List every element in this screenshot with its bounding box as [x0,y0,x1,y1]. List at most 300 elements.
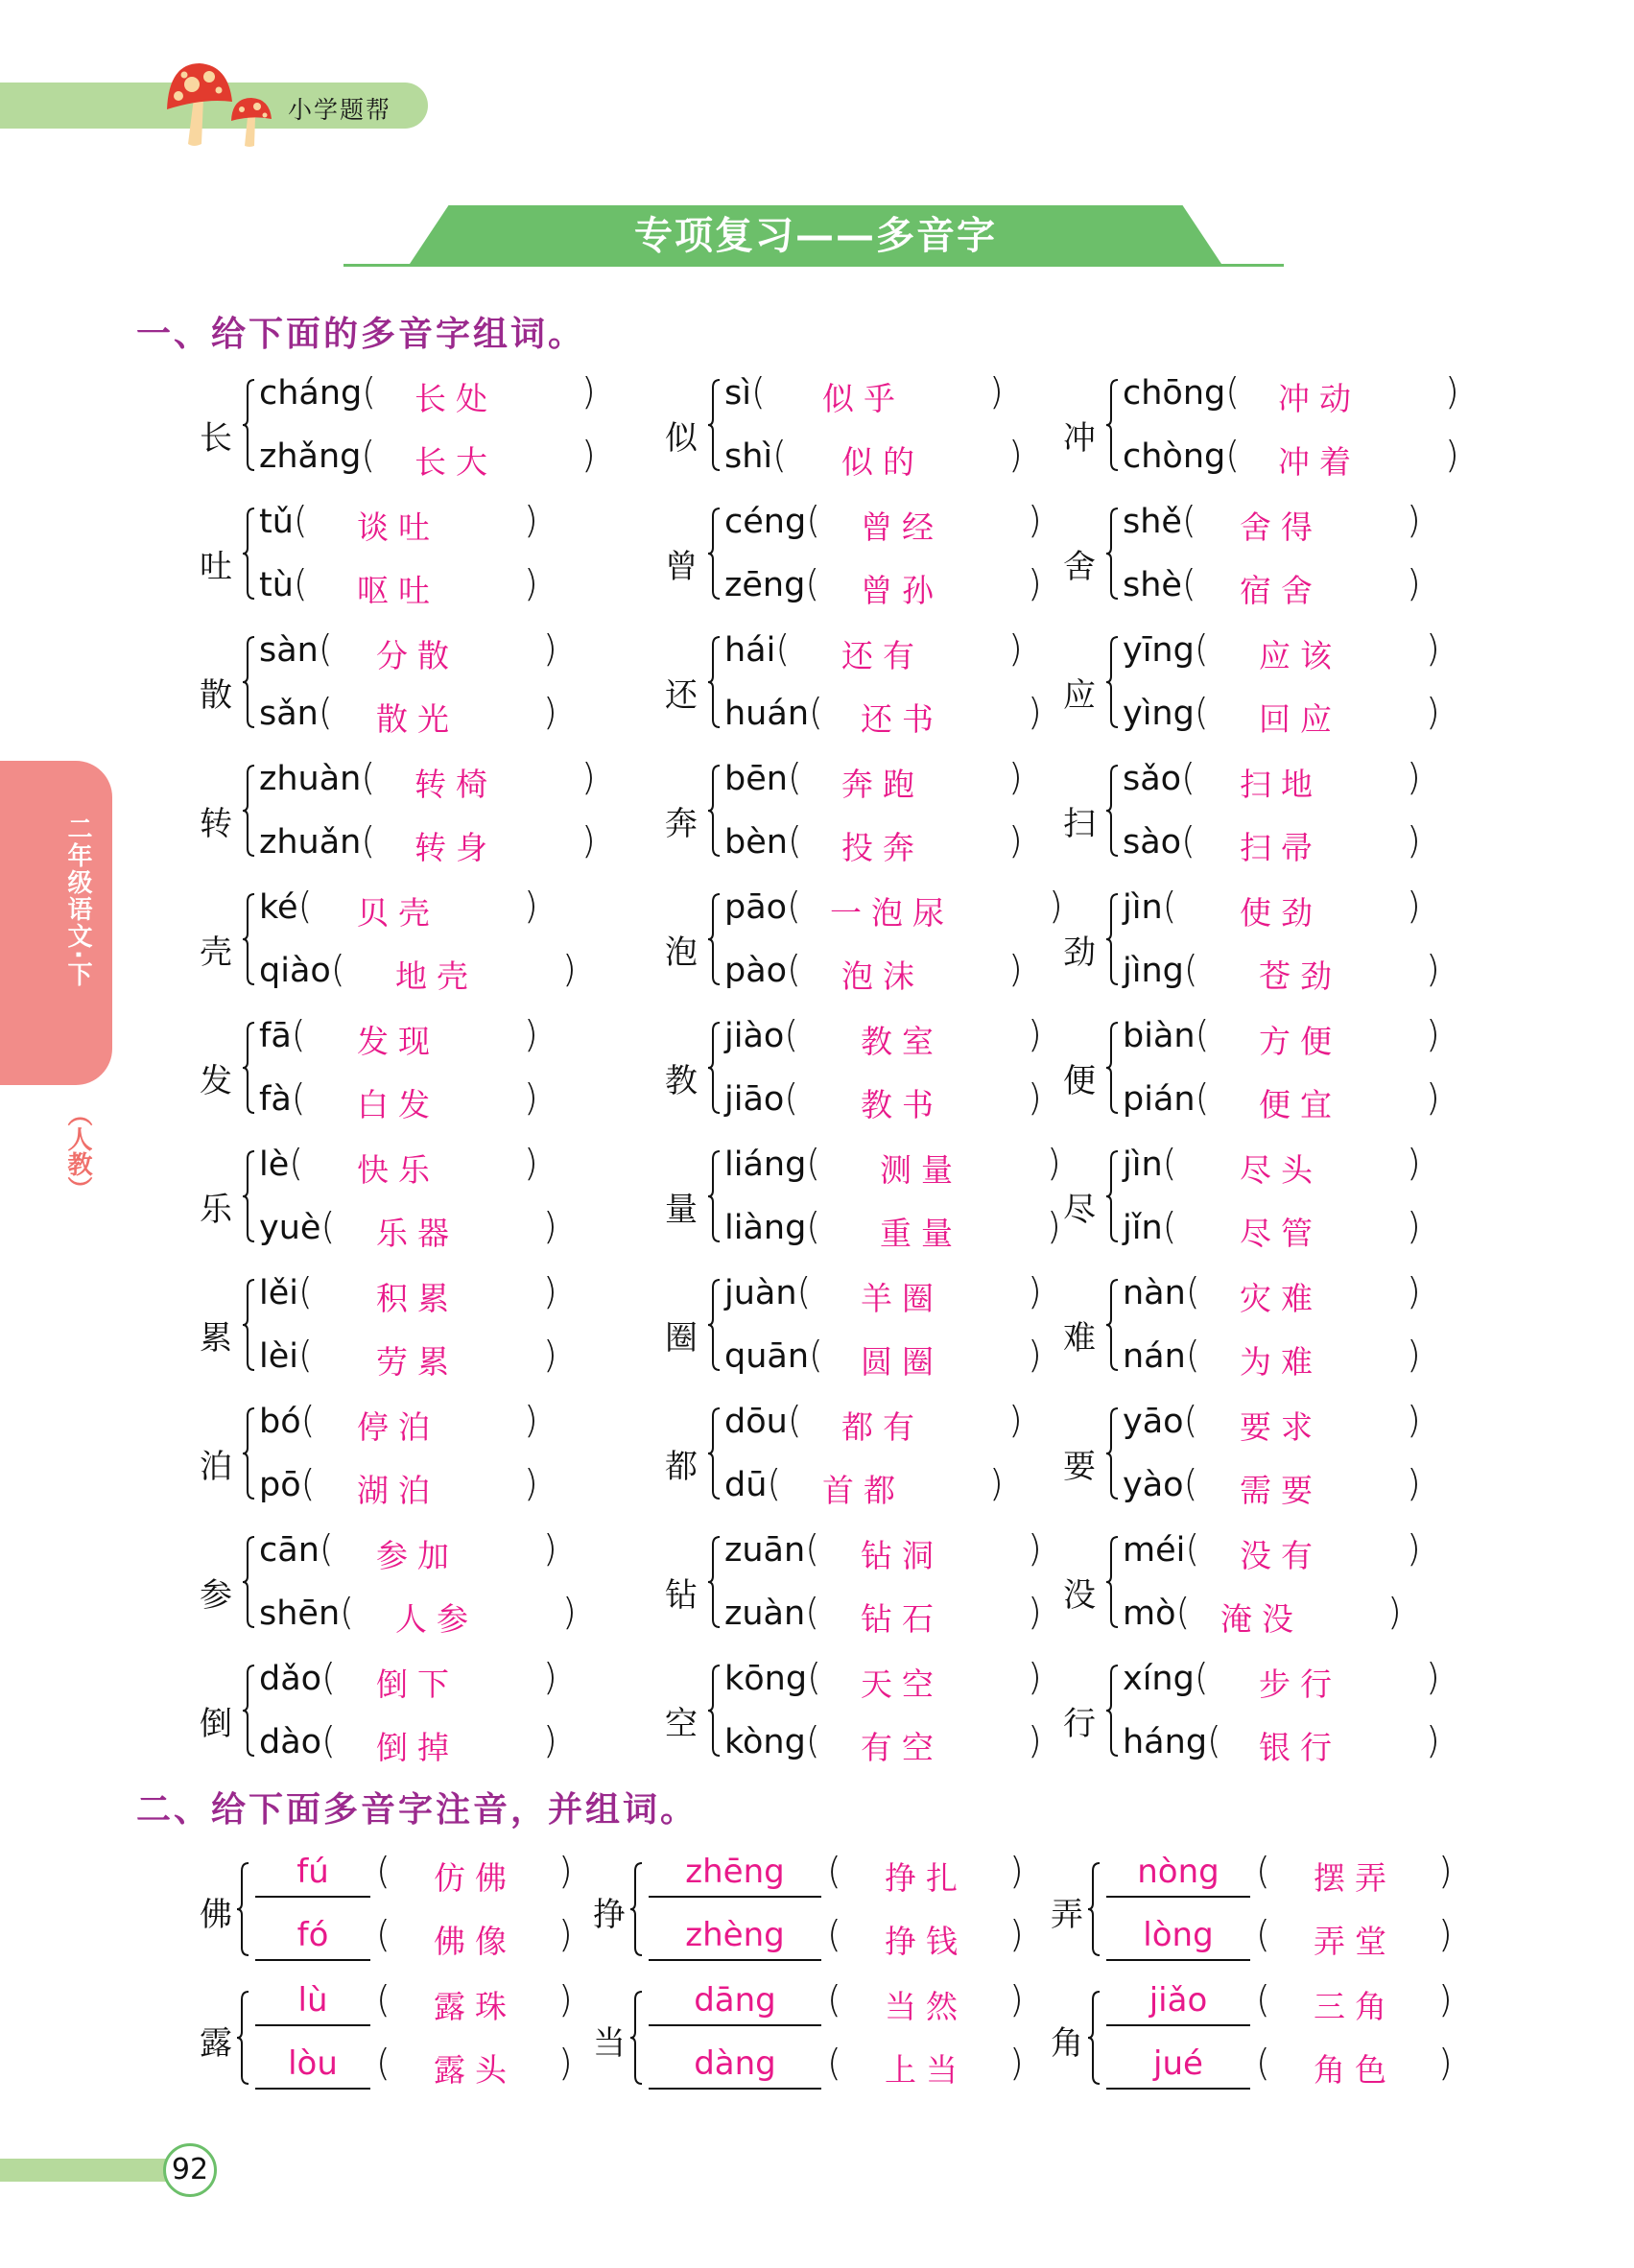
brace-icon [242,1149,255,1243]
close-paren: ) [524,562,538,604]
answer-word[interactable]: 有空 [861,1729,943,1766]
polyphone-group [1063,1142,1466,1270]
reading-row [1123,1205,1421,1255]
answer-word[interactable]: 都有 [841,1408,924,1446]
pinyin: shēn [259,1595,341,1633]
close-paren: ) [558,1850,573,1892]
pinyin: quān [724,1337,810,1376]
polyphone-group [200,1399,603,1527]
answer-word[interactable]: 长大 [414,443,497,481]
open-paren: ( [827,1978,841,2020]
close-paren: ) [558,1913,573,1955]
close-paren: ) [558,2042,573,2084]
close-paren: ) [524,1142,538,1184]
close-paren: ) [1407,885,1421,927]
reading-row [1123,1270,1421,1320]
brace-icon [707,1278,721,1372]
close-paren: ) [1009,1913,1024,1955]
close-paren: ) [543,1334,557,1376]
close-paren: ) [1028,1076,1042,1119]
close-paren: ) [558,1978,573,2020]
answer-word[interactable]: 转身 [414,829,497,866]
pinyin: dǎo [259,1660,322,1698]
polyphone-char: 难 [1063,1319,1096,1358]
pinyin-blank[interactable] [649,1850,821,1898]
polyphone-group [200,1142,603,1270]
close-paren: ) [1028,1334,1042,1376]
pinyin-blank[interactable] [255,1978,370,2026]
reading-row [1123,756,1421,806]
reading-row [724,434,1023,484]
open-paren: ( [318,691,333,733]
pinyin: hái [724,631,776,670]
answer-word[interactable]: 苍劲 [1259,957,1341,995]
close-paren: ) [1426,691,1440,733]
pinyin: lèi [259,1337,298,1376]
reading-row [1123,1076,1440,1126]
reading-row [1123,1013,1440,1063]
brace-icon [1105,1149,1119,1243]
close-paren: ) [1407,1399,1421,1441]
pinyin: nàn [1123,1274,1186,1312]
reading-row [259,1270,557,1320]
pinyin-answer: lù [297,1981,328,2020]
answer-word[interactable]: 尽头 [1240,1151,1322,1189]
answer-word[interactable]: 似乎 [822,380,905,417]
answer-word[interactable]: 一泡尿 [830,894,954,932]
answer-word[interactable]: 冲着 [1278,443,1361,481]
pinyin: bèn [724,823,788,862]
answer-word[interactable]: 曾孙 [861,572,943,609]
answer-word[interactable]: 为难 [1240,1343,1322,1381]
answer-word[interactable]: 便宜 [1259,1086,1341,1123]
polyphone-char: 冲 [1063,419,1096,458]
polyphone-group [1063,1399,1466,1527]
answer-word[interactable]: 三角 [1314,1988,1396,2025]
answer-word[interactable]: 当然 [885,1988,967,2025]
pinyin-blank[interactable] [1106,1850,1250,1898]
answer-word[interactable]: 银行 [1259,1729,1341,1766]
answer-word[interactable]: 仿佛 [434,1859,516,1897]
pinyin: yuè [259,1209,321,1247]
close-paren: ) [543,1270,557,1312]
polyphone-char: 便 [1063,1062,1096,1100]
pinyin: chòng [1123,437,1226,476]
pinyin-blank[interactable] [1106,2042,1250,2090]
answer-word[interactable]: 还有 [841,637,924,674]
close-paren: ) [1407,1462,1421,1504]
close-paren: ) [543,1719,557,1761]
open-paren: ( [1185,1527,1200,1570]
answer-word[interactable]: 转椅 [414,766,497,803]
brace-icon [1105,1021,1119,1115]
answer-word[interactable]: 冲动 [1278,380,1361,417]
close-paren: ) [1047,1205,1061,1247]
brace-icon [1087,1990,1101,2086]
reading-row [1123,562,1421,612]
answer-word[interactable]: 地壳 [395,957,478,995]
answer-word[interactable]: 湖泊 [357,1472,439,1509]
answer-word[interactable]: 倒掉 [376,1729,459,1766]
polyphone-group [1063,627,1466,756]
answer-word[interactable]: 曾经 [861,508,943,546]
pinyin-answer: jiǎo [1149,1981,1208,2020]
brace-icon [242,1406,255,1500]
brace-icon [707,507,721,601]
open-paren: ( [767,1462,782,1504]
close-paren: ) [562,948,577,990]
close-paren: ) [1407,1205,1421,1247]
open-paren: ( [1195,1013,1210,1055]
brand-name: 小学题帮 [288,96,392,124]
pinyin: tǔ [259,503,294,541]
reading-row [259,1462,538,1512]
close-paren: ) [1407,1270,1421,1312]
answer-word[interactable]: 教室 [861,1023,943,1060]
open-paren: ( [1162,885,1177,927]
brace-icon [242,378,255,472]
pinyin: cháng [259,374,363,413]
pinyin: sǎo [1123,760,1182,798]
answer-word[interactable]: 羊圈 [861,1280,943,1317]
answer-word[interactable]: 倒下 [376,1666,459,1703]
polyphone-char: 圈 [665,1319,698,1358]
reading-row [724,1719,1042,1769]
reading-row [724,1013,1042,1063]
close-paren: ) [1407,819,1421,862]
polyphone-group [1063,1013,1466,1142]
reading-row [1123,1399,1421,1449]
open-paren: ( [297,1270,313,1312]
close-paren: ) [524,1462,538,1504]
open-paren: ( [293,499,308,541]
open-paren: ( [1256,1850,1270,1892]
answer-word[interactable]: 钻石 [861,1600,943,1638]
answer-word[interactable]: 谈吐 [357,508,439,546]
reading-row [1123,819,1421,869]
open-paren: ( [805,1719,820,1761]
pinyin: lè [259,1146,290,1184]
answer-word[interactable]: 发现 [357,1023,439,1060]
pinyin: shè [1123,566,1182,604]
open-paren: ( [784,1076,799,1119]
close-paren: ) [1008,434,1023,476]
pinyin-blank[interactable] [255,2042,370,2090]
pinyin-blank[interactable] [1106,1913,1250,1961]
close-paren: ) [1445,434,1459,476]
answer-word[interactable]: 扫帚 [1240,829,1322,866]
edition-label: （人教） [63,1101,92,1201]
pinyin: yīng [1123,631,1195,670]
answer-word[interactable]: 奔跑 [841,766,924,803]
pinyin-blank[interactable] [649,2042,821,2090]
pinyin: mò [1123,1595,1176,1633]
polyphone-char: 都 [665,1448,698,1486]
answer-word[interactable]: 快乐 [357,1151,439,1189]
polyphone-char: 当 [593,2024,626,2063]
open-paren: ( [1194,1656,1209,1698]
answer-word[interactable]: 长处 [414,380,497,417]
pinyin: sǎn [259,695,319,733]
answer-word[interactable]: 白发 [357,1086,439,1123]
pinyin: kòng [724,1723,806,1761]
open-paren: ( [1181,562,1196,604]
open-paren: ( [1185,1270,1200,1312]
brace-icon [236,1990,249,2086]
polyphone-char: 参 [200,1576,232,1615]
polyphone-char: 应 [1063,676,1096,715]
answer-word[interactable]: 停泊 [357,1408,439,1446]
answer-word[interactable]: 露头 [434,2051,516,2089]
reading-row [259,1334,557,1383]
reading-row [724,627,1023,677]
reading-row [259,1013,538,1063]
answer-word[interactable]: 散光 [376,700,459,738]
brace-icon [707,635,721,729]
pinyin: céng [724,503,807,541]
open-paren: ( [809,691,823,733]
answer-word[interactable]: 尽管 [1240,1215,1322,1252]
brace-icon [629,1990,643,2086]
pinyin: háng [1123,1723,1208,1761]
open-paren: ( [1195,1076,1210,1119]
answer-word[interactable]: 重量 [880,1215,962,1252]
close-paren: ) [1426,948,1440,990]
pinyin: jìn [1123,888,1163,927]
pinyin: qiào [259,952,331,990]
brace-icon [707,764,721,858]
close-paren: ) [1438,1913,1453,1955]
open-paren: ( [1256,2042,1270,2084]
answer-word[interactable]: 天空 [861,1666,943,1703]
reading-row [259,756,596,806]
answer-word[interactable]: 挣扎 [885,1859,967,1897]
polyphone-char: 没 [1063,1576,1096,1615]
brace-icon [1105,1406,1119,1500]
reading-row [259,1399,538,1449]
close-paren: ) [1438,1850,1453,1892]
reading-row [724,1334,1042,1383]
polyphone-group [200,756,603,885]
open-paren: ( [320,1205,336,1247]
pinyin: pián [1123,1080,1196,1119]
open-paren: ( [1256,1913,1270,1955]
answer-word[interactable]: 方便 [1259,1023,1341,1060]
polyphone-group [1063,885,1466,1013]
answer-word[interactable]: 测量 [880,1151,962,1189]
answer-word[interactable]: 弄堂 [1314,1923,1396,1960]
pinyin: bó [259,1403,301,1441]
pinyin: sì [724,374,751,413]
pinyin-blank[interactable] [1106,1978,1250,2026]
close-paren: ) [543,1205,557,1247]
reading-row [724,819,1023,869]
pinyin: nán [1123,1337,1186,1376]
pinyin: kōng [724,1660,808,1698]
answer-word[interactable]: 分散 [376,637,459,674]
answer-word[interactable]: 扫地 [1240,766,1322,803]
pinyin: liáng [724,1146,807,1184]
answer-word[interactable]: 步行 [1259,1666,1341,1703]
answer-word[interactable]: 教书 [861,1086,943,1123]
reading-row [724,1462,1004,1512]
reading-row [1123,948,1440,998]
answer-word[interactable]: 劳累 [376,1343,459,1381]
polyphone-group [1063,1270,1466,1399]
answer-word[interactable]: 乐器 [376,1215,459,1252]
polyphone-group [200,1013,603,1142]
pinyin: zhuàn [259,760,362,798]
polyphone-group [665,1399,1068,1527]
reading-row [259,434,596,484]
polyphone-char: 要 [1063,1448,1096,1486]
reading-row [259,819,596,869]
pinyin: zuān [724,1531,806,1570]
open-paren: ( [361,819,376,862]
polyphone-char: 长 [200,419,232,458]
polyphone-group [665,499,1068,627]
open-paren: ( [796,1270,812,1312]
answer-word[interactable]: 舍得 [1240,508,1322,546]
answer-word[interactable]: 要求 [1240,1408,1322,1446]
open-paren: ( [787,819,802,862]
close-paren: ) [524,1399,538,1441]
pinyin: biàn [1123,1017,1196,1055]
reading-row [1123,499,1421,549]
polyphone-char: 空 [665,1705,698,1743]
polyphone-group [665,1527,1068,1656]
answer-word[interactable]: 人参 [395,1600,478,1638]
answer-word[interactable]: 应该 [1259,637,1341,674]
close-paren: ) [524,1076,538,1119]
polyphone-char: 劲 [1063,933,1096,972]
reading-row [724,1591,1042,1641]
pinyin-blank[interactable] [649,1978,821,2026]
answer-word[interactable]: 钻洞 [861,1537,943,1574]
close-paren: ) [581,434,596,476]
open-paren: ( [291,1013,306,1055]
reading-row [259,499,538,549]
reading-row [1123,1462,1421,1512]
pinyin-blank[interactable] [649,1913,821,1961]
brace-icon [242,1278,255,1372]
open-paren: ( [1194,627,1209,670]
pinyin: xíng [1123,1660,1195,1698]
pinyin-answer: zhèng [685,1916,785,1954]
reading-row [1123,885,1421,934]
open-paren: ( [376,1913,391,1955]
answer-word[interactable]: 灾难 [1240,1280,1322,1317]
close-paren: ) [524,885,538,927]
answer-word[interactable]: 摆弄 [1314,1859,1396,1897]
pinyin-blank[interactable] [255,1850,370,1898]
answer-word[interactable]: 参加 [376,1537,459,1574]
close-paren: ) [1008,756,1023,798]
pinyin-answer: fó [296,1916,329,1954]
answer-word[interactable]: 投奔 [841,829,924,866]
answer-word[interactable]: 佛像 [434,1923,516,1960]
brace-icon [707,892,721,986]
answer-word[interactable]: 首都 [822,1472,905,1509]
footer-bar [0,2159,178,2182]
pinyin: dōu [724,1403,788,1441]
close-paren: ) [1407,756,1421,798]
polyphone-group [665,1142,1068,1270]
answer-word[interactable]: 上当 [885,2051,967,2089]
answer-word[interactable]: 似的 [841,443,924,481]
brace-icon [629,1861,643,1957]
reading-row [1123,1719,1440,1769]
close-paren: ) [1028,1527,1042,1570]
polyphone-char: 泡 [665,933,698,972]
answer-word[interactable]: 需要 [1240,1472,1322,1509]
open-paren: ( [1185,1334,1200,1376]
pinyin: sàn [259,631,319,670]
reading-row [724,1076,1042,1126]
answer-word[interactable]: 回应 [1259,700,1341,738]
reading-row [1123,1591,1402,1641]
close-paren: ) [1426,1076,1440,1119]
answer-word[interactable]: 呕吐 [357,572,439,609]
pinyin-answer: dāng [694,1981,776,2020]
polyphone-group [665,370,1068,499]
answer-word[interactable]: 积累 [376,1280,459,1317]
answer-word[interactable]: 角色 [1314,2051,1396,2089]
open-paren: ( [1225,370,1241,413]
answer-word[interactable]: 挣钱 [885,1923,967,1960]
brace-icon [242,635,255,729]
polyphone-fill-group [1051,1850,1463,1978]
brace-icon [242,1664,255,1758]
reading-row [259,562,538,612]
answer-word[interactable]: 圆圈 [861,1343,943,1381]
brace-icon [236,1861,249,1957]
answer-word[interactable]: 淹没 [1220,1600,1303,1638]
brace-icon [1105,764,1119,858]
close-paren: ) [1426,627,1440,670]
reading-row [259,1719,557,1769]
answer-word[interactable]: 贝壳 [357,894,439,932]
pinyin-blank[interactable] [255,1913,370,1961]
page-number: 92 [163,2143,217,2197]
polyphone-char: 还 [665,676,698,715]
reading-row [259,1656,557,1706]
polyphone-char: 角 [1051,2024,1083,2063]
polyphone-char: 壳 [200,933,232,972]
answer-word[interactable]: 露珠 [434,1988,516,2025]
open-paren: ( [293,562,308,604]
answer-word[interactable]: 泡沫 [841,957,924,995]
polyphone-char: 挣 [593,1896,626,1934]
answer-word[interactable]: 使劲 [1240,894,1322,932]
page-title: 专项复习——多音字 [634,214,997,258]
answer-word[interactable]: 还书 [861,700,943,738]
polyphone-char: 教 [665,1062,698,1100]
polyphone-fill-group [200,1850,612,1978]
close-paren: ) [581,370,596,413]
polyphone-char: 吐 [200,548,232,586]
brace-icon [1105,1278,1119,1372]
answer-word[interactable]: 没有 [1240,1537,1322,1574]
open-paren: ( [291,1076,306,1119]
open-paren: ( [321,1719,336,1761]
reading-row [259,627,557,677]
open-paren: ( [805,1591,820,1633]
answer-word[interactable]: 宿舍 [1240,572,1322,609]
close-paren: ) [1008,948,1023,990]
reading-row [724,756,1023,806]
pinyin: yìng [1123,695,1195,733]
